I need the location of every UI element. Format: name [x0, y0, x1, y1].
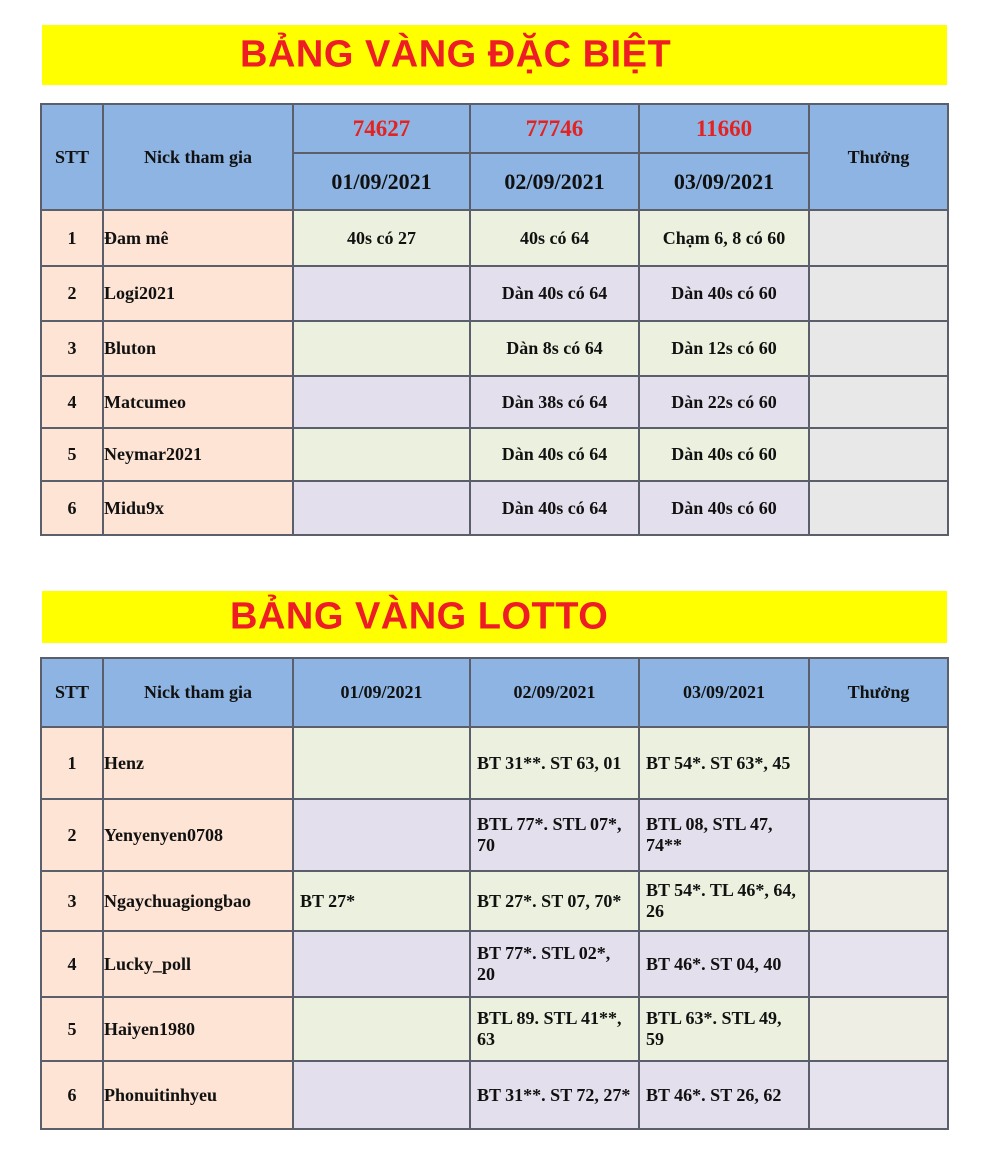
row-stt: 3	[41, 321, 103, 376]
row-reward	[809, 931, 948, 997]
row-day1	[293, 266, 470, 321]
row-day2: BTL 77*. STL 07*, 70	[470, 799, 639, 871]
row-reward	[809, 481, 948, 535]
row-nick: Yenyenyen0708	[103, 799, 293, 871]
lotto-banner	[42, 591, 947, 643]
row-stt: 6	[41, 1061, 103, 1129]
lotto-title: BẢNG VÀNG LOTTO	[230, 595, 609, 638]
row-nick: Ngaychuagiongbao	[103, 871, 293, 931]
row-reward	[809, 376, 948, 428]
row-day3: BT 46*. ST 26, 62	[639, 1061, 809, 1129]
row-nick: Midu9x	[103, 481, 293, 535]
header-stt: STT	[41, 104, 103, 210]
row-nick: Neymar2021	[103, 428, 293, 481]
row-day2: Dàn 40s có 64	[470, 428, 639, 481]
header-reward: Thưởng	[809, 658, 948, 727]
row-reward	[809, 727, 948, 799]
table-row	[41, 428, 948, 481]
table-row	[41, 321, 948, 376]
table-row	[41, 210, 948, 266]
row-stt: 5	[41, 428, 103, 481]
row-day2: Dàn 38s có 64	[470, 376, 639, 428]
header-date-3: 03/09/2021	[639, 658, 809, 727]
row-reward	[809, 266, 948, 321]
special-title: BẢNG VÀNG ĐẶC BIỆT	[240, 33, 672, 76]
header-date-2: 02/09/2021	[470, 153, 639, 210]
row-day2: Dàn 40s có 64	[470, 481, 639, 535]
row-nick: Phonuitinhyeu	[103, 1061, 293, 1129]
row-day3: Dàn 12s có 60	[639, 321, 809, 376]
row-day1: 40s có 27	[293, 210, 470, 266]
special-banner	[42, 25, 947, 85]
row-stt: 5	[41, 997, 103, 1061]
header-code-1: 74627	[293, 104, 470, 153]
header-date-3: 03/09/2021	[639, 153, 809, 210]
row-nick: Đam mê	[103, 210, 293, 266]
row-day2: Dàn 8s có 64	[470, 321, 639, 376]
lotto-table	[40, 657, 949, 1130]
row-reward	[809, 210, 948, 266]
special-table	[40, 103, 949, 536]
row-day1	[293, 931, 470, 997]
table-row	[41, 376, 948, 428]
row-day1	[293, 799, 470, 871]
row-stt: 3	[41, 871, 103, 931]
row-day1	[293, 727, 470, 799]
table-row	[41, 727, 948, 799]
header-nick: Nick tham gia	[103, 658, 293, 727]
row-day3: BT 54*. ST 63*, 45	[639, 727, 809, 799]
row-reward	[809, 871, 948, 931]
row-day3: Chạm 6, 8 có 60	[639, 210, 809, 266]
row-stt: 2	[41, 266, 103, 321]
row-day2: BTL 89. STL 41**, 63	[470, 997, 639, 1061]
row-day3: BT 46*. ST 04, 40	[639, 931, 809, 997]
header-code-2: 77746	[470, 104, 639, 153]
row-day1	[293, 1061, 470, 1129]
row-nick: Haiyen1980	[103, 997, 293, 1061]
row-day3: Dàn 40s có 60	[639, 266, 809, 321]
row-stt: 4	[41, 931, 103, 997]
header-date-1: 01/09/2021	[293, 658, 470, 727]
row-nick: Henz	[103, 727, 293, 799]
row-day3: BTL 63*. STL 49, 59	[639, 997, 809, 1061]
row-day3: Dàn 40s có 60	[639, 481, 809, 535]
row-day1	[293, 481, 470, 535]
table-row	[41, 871, 948, 931]
table-row	[41, 931, 948, 997]
row-stt: 1	[41, 210, 103, 266]
row-day2: Dàn 40s có 64	[470, 266, 639, 321]
row-day3: BT 54*. TL 46*, 64, 26	[639, 871, 809, 931]
row-nick: Lucky_poll	[103, 931, 293, 997]
header-date-2: 02/09/2021	[470, 658, 639, 727]
row-reward	[809, 321, 948, 376]
table-row	[41, 799, 948, 871]
row-day2: BT 31**. ST 72, 27*	[470, 1061, 639, 1129]
row-day2: BT 27*. ST 07, 70*	[470, 871, 639, 931]
row-nick: Matcumeo	[103, 376, 293, 428]
row-reward	[809, 1061, 948, 1129]
row-nick: Bluton	[103, 321, 293, 376]
table-row	[41, 481, 948, 535]
row-day2: 40s có 64	[470, 210, 639, 266]
row-nick: Logi2021	[103, 266, 293, 321]
row-day1	[293, 428, 470, 481]
row-day1	[293, 321, 470, 376]
row-day3: Dàn 40s có 60	[639, 428, 809, 481]
row-day3: BTL 08, STL 47, 74**	[639, 799, 809, 871]
table-row	[41, 266, 948, 321]
row-day3: Dàn 22s có 60	[639, 376, 809, 428]
row-reward	[809, 799, 948, 871]
row-stt: 1	[41, 727, 103, 799]
row-stt: 2	[41, 799, 103, 871]
header-code-3: 11660	[639, 104, 809, 153]
header-stt: STT	[41, 658, 103, 727]
row-day2: BT 31**. ST 63, 01	[470, 727, 639, 799]
row-stt: 4	[41, 376, 103, 428]
row-day1: BT 27*	[293, 871, 470, 931]
row-reward	[809, 428, 948, 481]
table-row	[41, 997, 948, 1061]
header-date-1: 01/09/2021	[293, 153, 470, 210]
row-reward	[809, 997, 948, 1061]
header-reward: Thưởng	[809, 104, 948, 210]
table-row	[41, 1061, 948, 1129]
header-nick: Nick tham gia	[103, 104, 293, 210]
row-day1	[293, 376, 470, 428]
row-day2: BT 77*. STL 02*, 20	[470, 931, 639, 997]
row-day1	[293, 997, 470, 1061]
row-stt: 6	[41, 481, 103, 535]
